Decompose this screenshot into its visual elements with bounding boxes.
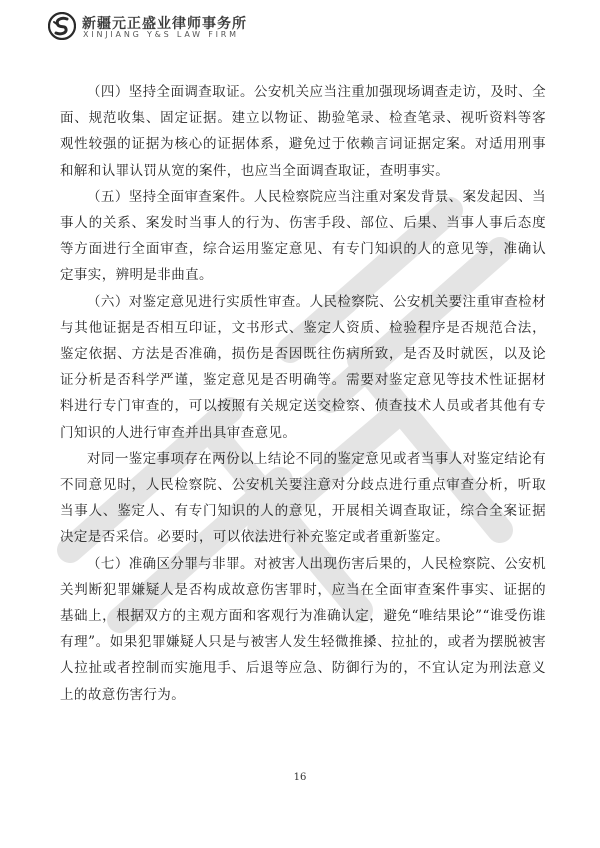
paragraph-7: （七）准确区分罪与非罪。对被害人出现伤害后果的，人民检察院、公安机关判断犯罪嫌疑人是否构成故意伤害罪时，应当在全面审查案件事实、证据的基础上，根据双方的主观方面和客观行为准确认定，避免“唯结果论”“谁受伤谁有理”。如果犯罪嫌疑人只是与被害人发生轻微推搡、拉扯的，或者为摆脱被害人拉扯或者控制而实施甩手、后退等应急、防御行为的，不宜认定为刑法意义上的故意伤害行为。 [60, 555, 546, 703]
paragraph-6: （六）对鉴定意见进行实质性审查。人民检察院、公安机关要注重审查检材与其他证据是否相互印证，文书形式、鉴定人资质、检验程序是否规范合法，鉴定依据、方法是否准确，损伤是否因既往伤病所致，是否及时就医，以及论证分析是否科学严谨，鉴定意见是否明确等。需要对鉴定意见等技术性证据材料进行专门审查的，可以按照有关规定送交检察、侦查技术人员或者其他有专门知识的人进行审查并出具审查意见。 [60, 293, 546, 441]
paragraph-4: （四）坚持全面调查取证。公安机关应当注重加强现场调查走访，及时、全面、规范收集、固定证据。建立以物证、勘验笔录、检查笔录、视听资料等客观性较强的证据为核心的证据体系，避免过于依赖言词证据定案。对适用刑事和解和认罪认罚从宽的案件，也应当全面调查取证，查明事实。 [60, 84, 546, 179]
page-number: 16 [293, 772, 307, 783]
firm-name-cn: 新疆元正盛业律师事务所 [82, 16, 247, 32]
firm-logo-icon [48, 12, 76, 40]
document-body [60, 79, 546, 708]
firm-name-en: XINJIANG Y&S LAW FIRM [83, 30, 239, 39]
paragraph-6-continued: 对同一鉴定事项存在两份以上结论不同的鉴定意见或者当事人对鉴定结论有不同意见时，人民检察院、公安机关要注意对分歧点进行重点审查分析，听取当事人、鉴定人、有专门知识的人的意见，开展相关调查取证，综合全案证据决定是否采信。必要时，可以依法进行补充鉴定或者重新鉴定。 [60, 450, 546, 546]
paragraph-5: （五）坚持全面审查案件。人民检察院应当注重对案发背景、案发起因、当事人的关系、案发时当事人的行为、伤害手段、部位、后果、当事人事后态度等方面进行全面审查，综合运用鉴定意见、有专门知识的人的意见等，准确认定事实，辨明是非曲直。 [60, 188, 546, 284]
page-header [48, 12, 298, 42]
